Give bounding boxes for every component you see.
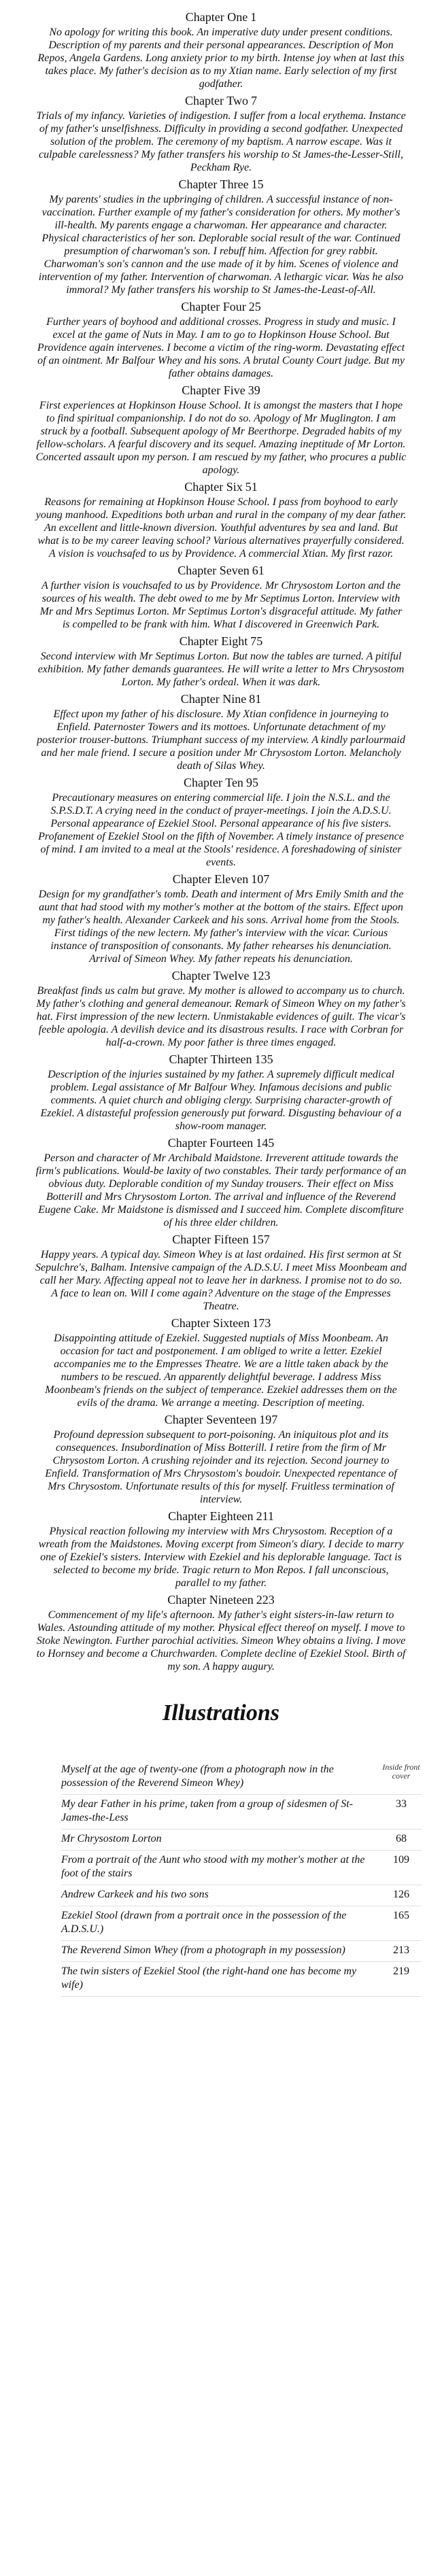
chapter-heading	[27, 872, 415, 887]
illustration-row	[61, 1851, 422, 1885]
chapter-summary: My parents' studies in the upbringing of children. A successful instance of non-vaccination. Further example of my father's consideration for others. My mother's ill-health. My parents engage a charwoman. Her appearance and character. Physical characteristics of her son. Deplorable social result of the war. Continued presumption of charwoman's son. I rebuff him. Affection for grey rabbit. Charwoman's son's cannon and the use made of it by him. Scenes of violence and intervention of my father. Intervention of charwoman. A lethargic vicar. Was he also immoral? My father transfers his worship to St James-the-Least-of-All.	[38, 194, 404, 296]
chapter-heading	[27, 1052, 415, 1067]
illustration-page-number: 33	[396, 1798, 407, 1810]
chapter-summary: Profound depression subsequent to port-poisoning. An iniquitous plot and its consequences. Insubordination of Miss Botterill. I retire from the firm of Mr Chrysostom Lorton. A crushing rejoinder and its rejection. Second journey to Enfield. Transformation of Mrs Chrysostom's boudoir. Unexpected repentance of Mrs Chrysostom. Unfortunate results of this for myself. Fruitless termination of interview.	[45, 1429, 397, 1505]
chapter-page-number: 7	[250, 94, 257, 107]
chapter-page-number: 51	[245, 480, 258, 494]
chapter-heading	[27, 10, 415, 25]
illustration-page-number: 109	[393, 1854, 409, 1866]
chapter-entry	[27, 634, 415, 689]
chapter-entry	[27, 1052, 415, 1133]
illustration-caption: My dear Father in his prime, taken from a group of sidesmen of St-James-the-Less	[61, 1798, 353, 1823]
chapter-entry	[27, 775, 415, 869]
chapter-heading	[27, 177, 415, 192]
illustrations-heading: Illustrations	[163, 1700, 279, 1725]
chapter-title: Chapter Eighteen	[168, 1509, 254, 1523]
illustration-caption: The twin sisters of Ezekiel Stool (the right-hand one has become my wife)	[61, 1965, 357, 1991]
illustration-page-number: Inside front cover	[382, 1762, 420, 1781]
illustration-caption: Myself at the age of twenty-one (from a photograph now in the possession of the Reverend Simeon Whey)	[61, 1764, 334, 1789]
chapter-title: Chapter Fifteen	[172, 1233, 249, 1246]
chapter-list	[27, 10, 415, 1673]
chapter-entry	[27, 1509, 415, 1590]
chapter-title: Chapter Four	[181, 300, 246, 313]
chapter-summary: Physical reaction following my interview with Mrs Chrysostom. Reception of a wreath from the Maidstones. Moving excerpt from Simeon's diary. I decide to marry one of Ezekiel's sisters. Interview with Ezekiel and his deplorable language. Tact is selected to become my bride. Tragic return to Mon Repos. I fall unconscious, parallel to my father.	[38, 1526, 404, 1589]
chapter-entry	[27, 563, 415, 631]
chapter-page-number: 81	[249, 692, 262, 706]
chapter-heading	[27, 1232, 415, 1248]
chapter-title: Chapter Two	[185, 94, 248, 107]
chapter-title: Chapter Eight	[179, 634, 248, 648]
chapter-entry	[27, 177, 415, 296]
chapter-page-number: 197	[259, 1413, 278, 1426]
chapter-heading	[27, 1592, 415, 1608]
chapter-page-number: 25	[248, 300, 261, 313]
chapter-heading	[27, 1509, 415, 1524]
chapter-page-number: 157	[251, 1233, 270, 1246]
chapter-page-number: 15	[251, 177, 264, 191]
chapter-summary: Happy years. A typical day. Simeon Whey is at last ordained. His first sermon at St Sepulchre's, Balham. Intensive campaign of the A.D.S.U. I meet Miss Moonbeam and call her Mary. Affecting appeal not to leave her in darkness. I promise not to do so. A face to lean on. Will I come again? Adventure on the stage of the Empresses Theatre.	[35, 1249, 407, 1312]
chapter-summary: Precautionary measures on entering commercial life. I join the N.S.L. and the S.P.S.D.T. A crying need in the conduct of prayer-meetings. I join the A.D.S.U. Personal appearance of Ezekiel Stool. Personal appearance of his five sisters. Profanement of Ezekiel Stool on the fifth of November. A timely instance of presence of mind. I am invited to a meal at the Stools' residence. A foreshadowing of sinister events.	[38, 792, 404, 868]
chapter-title: Chapter Fourteen	[167, 1136, 254, 1150]
chapter-title: Chapter Twelve	[171, 969, 250, 982]
chapter-entry	[27, 1316, 415, 1409]
illustration-caption: From a portrait of the Aunt who stood with my mother's mother at the foot of the stairs	[61, 1854, 365, 1879]
chapter-page-number: 123	[252, 969, 271, 982]
chapter-title: Chapter Thirteen	[169, 1052, 252, 1066]
chapter-heading	[27, 775, 415, 791]
chapter-summary: Effect upon my father of his disclosure. My Xtian confidence in journeying to Enfield. Paternoster Towers and its mottoes. Unfortunate detachment of my posterior trouser-buttons. Triumphant success of my interview. A kindly parlourmaid and her male friend. I secure a position under Mr Chrysostom Lorton. Melancholy death of Silas Whey.	[37, 708, 405, 772]
illustration-row	[61, 1830, 422, 1851]
chapter-summary: Person and character of Mr Archibald Maidstone. Irreverent attitude towards the firm's publications. Would-be laxity of two constables. Their tardy performance of an obvious duty. Deplorable condition of my Sunday trousers. Their effect on Miss Botterill and Mrs Chrysostom Lorton. The arrival and influence of the Reverend Eugene Cake. Mr Maidstone is dismissed and I succeed him. Complete discomfiture of his three elder children.	[35, 1152, 407, 1229]
illustration-row	[61, 1760, 422, 1795]
chapter-title: Chapter Six	[184, 480, 243, 494]
illustration-caption: Andrew Carkeek and his two sons	[61, 1889, 209, 1900]
chapter-page-number: 107	[251, 872, 270, 886]
chapter-page-number: 211	[256, 1509, 274, 1523]
chapter-summary: Commencement of my life's afternoon. My father's eight sisters-in-law return to Wales. Astounding attitude of my mother. Physical effect thereof on myself. I move to Stoke Newington. Further parochial activities. Simeon Whey obtains a living. I move to Hornsey and become a Churchwarden. Complete decline of Ezekiel Stool. Birth of my son. A happy augury.	[36, 1609, 406, 1672]
chapter-title: Chapter Ten	[184, 776, 243, 789]
chapter-page-number: 145	[256, 1136, 275, 1150]
illustration-page-number: 165	[393, 1910, 409, 1921]
chapter-heading	[27, 1316, 415, 1331]
chapter-entry	[27, 383, 415, 477]
chapter-heading	[27, 563, 415, 579]
chapter-summary: Description of the injuries sustained by my father. A supremely difficult medical problem. Legal assistance of Mr Balfour Whey. Infamous decisions and public comments. A quiet church and obliging clergy. Surprising character-growth of Ezekiel. A distasteful profession generously put forward. Disgusting behaviour of a show-room manager.	[40, 1069, 402, 1132]
illustration-caption: Ezekiel Stool (drawn from a portrait once in the possession of the A.D.S.U.)	[61, 1910, 347, 1935]
chapter-heading	[27, 93, 415, 109]
chapter-title: Chapter Seventeen	[164, 1413, 257, 1426]
chapter-summary: A further vision is vouchsafed to us by Providence. Mr Chrysostom Lorton and the sources of his wealth. The debt owed to me by Mr Septimus Lorton. Interview with Mr and Mrs Septimus Lorton. Mr Septimus Lorton's disgraceful attitude. My father is compelled to be frank with him. What I discovered in Greenwich Park.	[39, 580, 403, 630]
chapter-heading	[27, 383, 415, 398]
chapter-title: Chapter Three	[178, 177, 249, 191]
chapter-heading	[27, 968, 415, 984]
chapter-title: Chapter Seven	[177, 564, 250, 577]
chapter-page-number: 95	[245, 776, 258, 789]
illustration-row	[61, 1906, 422, 1941]
chapter-heading	[27, 479, 415, 495]
chapter-heading	[27, 1135, 415, 1151]
chapter-title: Chapter Eleven	[172, 872, 249, 886]
chapter-entry	[27, 93, 415, 174]
chapter-heading	[27, 634, 415, 649]
chapter-heading	[27, 299, 415, 315]
illustration-row	[61, 1795, 422, 1830]
illustration-page-number: 213	[393, 1944, 409, 1956]
chapter-title: Chapter Sixteen	[171, 1316, 250, 1330]
chapter-entry	[27, 1412, 415, 1506]
chapter-entry	[27, 479, 415, 560]
chapter-title: Chapter One	[185, 10, 248, 24]
illustration-row	[61, 1885, 422, 1906]
illustration-page-number: 126	[393, 1889, 409, 1900]
chapter-page-number: 75	[250, 634, 263, 648]
chapter-heading	[27, 691, 415, 707]
illustration-page-number: 219	[393, 1965, 409, 1977]
chapter-entry	[27, 968, 415, 1049]
chapter-entry	[27, 10, 415, 90]
chapter-title: Chapter Nineteen	[167, 1593, 254, 1607]
chapter-summary: No apology for writing this book. An imperative duty under present conditions. Description of my parents and their personal appearances. Description of Mon Repos, Angela Gardens. Long anxiety prior to my birth. Intense joy when at last this takes place. My father's decision as to my Xtian name. Early selection of my first godfather.	[37, 27, 405, 90]
chapter-summary: Second interview with Mr Septimus Lorton. But now the tables are turned. A pitiful exhibition. My father demands guarantees. He will write a letter to Mrs Chrysostom Lorton. My father's ordeal. When it was dark.	[37, 651, 405, 688]
chapter-summary: Breakfast finds us calm but grave. My mother is allowed to accompany us to church. My father's clothing and general demeanour. Remark of Simeon Whey on my father's hat. First impression of the new lectern. Unmistakable evidences of guilt. The vicar's feeble apologia. A devilish device and its disastrous results. I race with Corbran for half-a-crown. My poor father is three times engaged.	[36, 985, 406, 1048]
chapter-page-number: 135	[254, 1052, 273, 1066]
chapter-entry	[27, 1135, 415, 1229]
illustration-caption: The Reverend Simon Whey (from a photograph in my possession)	[61, 1944, 345, 1956]
chapter-page-number: 223	[256, 1593, 275, 1607]
illustration-row	[61, 1962, 422, 1997]
chapter-title: Chapter Nine	[180, 692, 247, 706]
chapter-page-number: 61	[252, 564, 265, 577]
chapter-heading	[27, 1412, 415, 1428]
chapter-entry	[27, 691, 415, 772]
chapter-page-number: 173	[252, 1316, 271, 1330]
chapter-page-number: 1	[250, 10, 257, 24]
illustration-page-number: 68	[396, 1833, 407, 1844]
chapter-entry	[27, 299, 415, 380]
chapter-summary: Trials of my infancy. Varieties of indigestion. I suffer from a local erythema. Instance of my father's unselfishness. Difficulty in providing a second godfather. Unexpected solution of the problem. The ceremony of my baptism. A narrow escape. Was it culpable carelessness? My father transfers his worship to St James-the-Lesser-Still, Peckham Rye.	[36, 110, 406, 173]
chapter-summary: Reasons for remaining at Hopkinson House School. I pass from boyhood to early young manhood. Expeditions both urban and rural in the company of my dear father. An excellent and little-known diversion. Youthful adventures by sea and land. But what is to be my career leaving school? Various alternatives prayerfully considered. A vision is vouchsafed to us by Providence. A commercial Xtian. My first razor.	[35, 496, 407, 560]
chapter-entry	[27, 1592, 415, 1673]
chapter-summary: Disappointing attitude of Ezekiel. Suggested nuptials of Miss Moonbeam. An occasion for tact and postponement. I am obliged to write a letter. Ezekiel accompanies me to the Empresses Theatre. We are a little taken aback by the numbers to be rescued. An apparently delightful beverage. I address Miss Moonbeam's friends on the subject of temperance. Ezekiel addresses them on the evils of the drama. We arrange a meeting. Description of meeting.	[45, 1333, 397, 1409]
chapter-entry	[27, 872, 415, 965]
illustration-row	[61, 1941, 422, 1962]
illustrations-list	[61, 1760, 422, 1997]
illustration-caption: Mr Chrysostom Lorton	[61, 1833, 162, 1844]
chapter-title: Chapter Five	[182, 383, 245, 397]
chapter-summary: Further years of boyhood and additional crosses. Progress in study and music. I excel at the game of Nuts in May. I am to go to Hopkinson House School. But Providence again intervenes. I become a victim of the ring-worm. Devastating effect of an ointment. Mr Balfour Whey and his sons. A brutal County Court judge. But my father obtains damages.	[37, 316, 405, 379]
chapter-page-number: 39	[248, 383, 260, 397]
chapter-summary: First experiences at Hopkinson House School. It is amongst the masters that I hope to find spiritual companionship. I do not do so. Apology of Mr Muglington. I am struck by a football. Subsequent apology of Mr Beerthorpe. Degraded habits of my fellow-scholars. A fearful discovery and its sequel. Amazing ineptitude of Mr Lorton. Concerted assault upon my person. I am rescued by my father, who procures a public apology.	[35, 400, 407, 476]
chapter-summary: Design for my grandfather's tomb. Death and interment of Mrs Emily Smith and the aunt that had stood with my mother's mother at the bottom of the stairs. Effect upon my father's health. Alexander Carkeek and his sons. Arrival home from the Stools. First tidings of the new lectern. My father's interview with the vicar. Curious instance of transposition of consonants. My father rehearses his denunciation. Arrival of Simeon Whey. My father repeats his denunciation.	[38, 889, 404, 965]
chapter-entry	[27, 1232, 415, 1313]
